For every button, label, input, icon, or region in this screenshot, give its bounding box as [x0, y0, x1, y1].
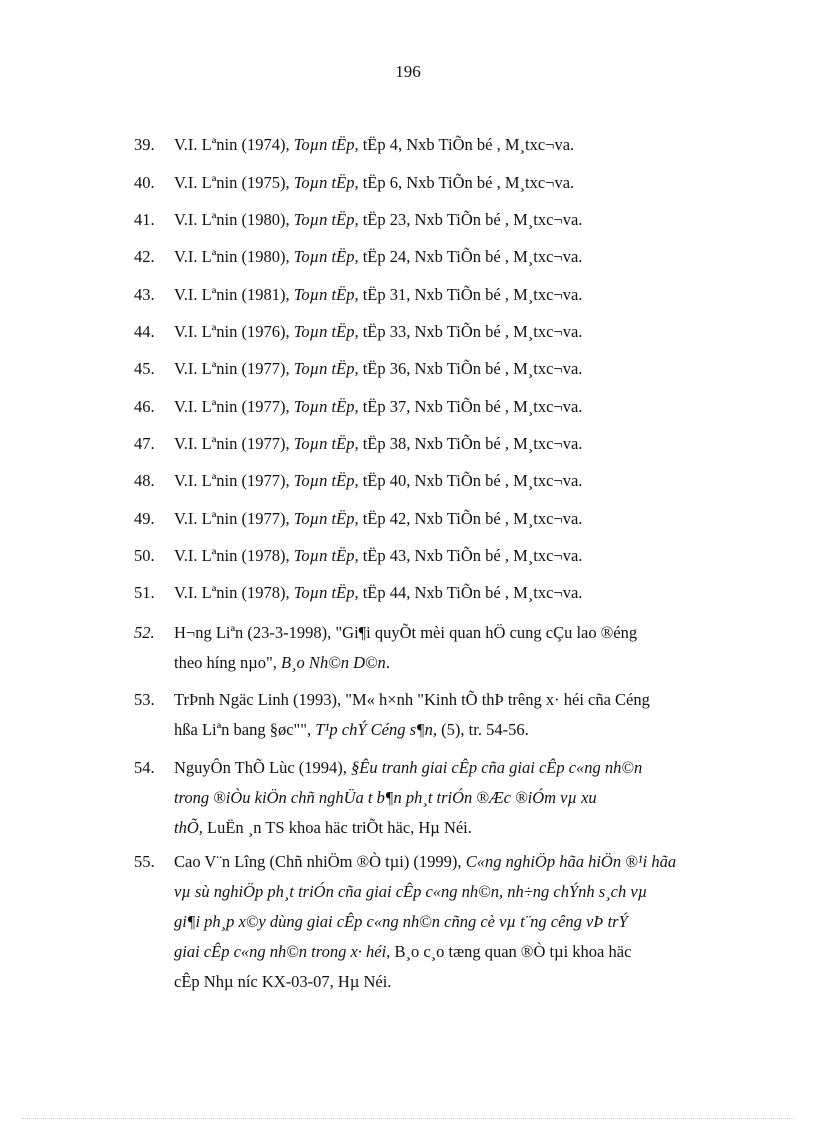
ref-number: 47.: [134, 434, 155, 453]
ref-author: V.I. Lªnin (1977),: [174, 509, 294, 528]
ref-text: theo híng nµo",: [174, 653, 281, 672]
ref-publisher: tËp 31, Nxb TiÕn bé , M¸txc¬va.: [358, 285, 583, 304]
ref-title: Toµn tËp,: [293, 247, 359, 266]
ref-line: H¬ng Liªn (23-3-1998), "Gi¶i quyÕt mèi quan hÖ cung cÇu lao ®éng: [174, 623, 638, 642]
ref-author: V.I. Lªnin (1978),: [174, 546, 294, 565]
ref-title: C«ng nghiÖp hãa hiÖn ®¹i hãa: [465, 852, 677, 871]
ref-publisher: tËp 38, Nxb TiÕn bé , M¸txc¬va.: [358, 434, 583, 453]
ref-title: Toµn tËp,: [293, 434, 359, 453]
reference-39: [134, 130, 744, 160]
ref-title-cont: vµ sù nghiÖp ph¸t triÓn cña giai cÊp c«ng nh©n, nh÷ng chÝnh s¸ch vµ: [174, 882, 648, 901]
ref-title: Toµn tËp,: [293, 509, 359, 528]
ref-author: V.I. Lªnin (1977),: [174, 471, 294, 490]
ref-number: 54.: [134, 758, 155, 777]
reference-53: [134, 685, 744, 745]
ref-number: 48.: [134, 471, 155, 490]
ref-number: 40.: [134, 173, 155, 192]
ref-number: 52.: [134, 623, 155, 642]
reference-46: [134, 392, 744, 422]
ref-author: V.I. Lªnin (1977),: [174, 359, 294, 378]
reference-50: [134, 541, 744, 571]
ref-number: 42.: [134, 247, 155, 266]
ref-number: 51.: [134, 583, 155, 602]
ref-line: TrÞnh Ngäc Linh (1993), "M« h×nh "Kinh tÕ thÞ trêng x· héi cña Céng: [174, 690, 650, 709]
ref-publisher: tËp 33, Nxb TiÕn bé , M¸txc¬va.: [358, 322, 583, 341]
ref-title: Toµn tËp,: [293, 285, 359, 304]
ref-author: V.I. Lªnin (1975),: [174, 173, 294, 192]
ref-title: giai cÊp c«ng nh©n trong x· héi,: [174, 942, 391, 961]
ref-author: V.I. Lªnin (1977),: [174, 434, 294, 453]
ref-title: Toµn tËp,: [293, 173, 359, 192]
ref-publisher: tËp 42, Nxb TiÕn bé , M¸txc¬va.: [358, 509, 583, 528]
reference-42: [134, 242, 744, 272]
ref-title: Toµn tËp,: [293, 359, 359, 378]
ref-author: V.I. Lªnin (1974),: [174, 135, 294, 154]
ref-continuation: [134, 937, 744, 967]
ref-text: hßa Liªn bang §øc"",: [174, 720, 316, 739]
ref-number: 45.: [134, 359, 155, 378]
ref-author: V.I. Lªnin (1980),: [174, 210, 294, 229]
ref-title: Toµn tËp,: [293, 583, 359, 602]
ref-author: V.I. Lªnin (1981),: [174, 285, 294, 304]
ref-text: .: [385, 653, 390, 672]
reference-44: [134, 317, 744, 347]
ref-author: Cao V¨n Lîng (Chñ nhiÖm ®Ò tµi) (1999),: [174, 852, 466, 871]
ref-text: (5), tr. 54-56.: [437, 720, 529, 739]
ref-author: V.I. Lªnin (1977),: [174, 397, 294, 416]
ref-publisher: tËp 44, Nxb TiÕn bé , M¸txc¬va.: [358, 583, 583, 602]
ref-publisher: tËp 43, Nxb TiÕn bé , M¸txc¬va.: [358, 546, 583, 565]
ref-title: thÕ,: [174, 818, 203, 837]
ref-title-cont: trong ®iÒu kiÖn chñ nghÜa t b¶n ph¸t triÓn ®Æc ®iÓm vµ xu: [174, 788, 597, 807]
ref-title: Toµn tËp,: [293, 135, 359, 154]
ref-number: 43.: [134, 285, 155, 304]
ref-text: B¸o c¸o tæng quan ®Ò tµi khoa häc: [390, 942, 632, 961]
ref-number: 53.: [134, 690, 155, 709]
ref-number: 50.: [134, 546, 155, 565]
reference-43: [134, 280, 744, 310]
ref-title: Toµn tËp,: [293, 322, 359, 341]
ref-source: T¹p chÝ Céng s¶n,: [315, 720, 438, 739]
ref-text: LuËn ¸n TS khoa häc triÕt häc, Hµ Néi.: [202, 818, 472, 837]
ref-title: Toµn tËp,: [293, 397, 359, 416]
reference-45: [134, 354, 744, 384]
ref-number: 41.: [134, 210, 155, 229]
ref-title: Toµn tËp,: [293, 210, 359, 229]
ref-continuation: [134, 813, 744, 843]
reference-51: [134, 578, 744, 608]
ref-publisher: tËp 23, Nxb TiÕn bé , M¸txc¬va.: [358, 210, 583, 229]
ref-number: 39.: [134, 135, 155, 154]
ref-author: V.I. Lªnin (1976),: [174, 322, 294, 341]
ref-source: B¸o Nh©n D©n: [280, 653, 386, 672]
ref-number: 55.: [134, 852, 155, 871]
ref-publisher: tËp 37, Nxb TiÕn bé , M¸txc¬va.: [358, 397, 583, 416]
reference-40: [134, 168, 744, 198]
ref-number: 49.: [134, 509, 155, 528]
reference-52: [134, 618, 744, 678]
ref-publisher: tËp 4, Nxb TiÕn bé , M¸txc¬va.: [358, 135, 575, 154]
reference-47: [134, 429, 744, 459]
ref-publisher: tËp 40, Nxb TiÕn bé , M¸txc¬va.: [358, 471, 583, 490]
ref-continuation: [134, 648, 744, 678]
ref-title: §Êu tranh giai cÊp cña giai cÊp c«ng nh©n: [351, 758, 643, 777]
ref-author: NguyÔn ThÕ Lùc (1994),: [174, 758, 352, 777]
page-number: 196: [395, 62, 421, 81]
ref-title: Toµn tËp,: [293, 546, 359, 565]
ref-publisher: tËp 36, Nxb TiÕn bé , M¸txc¬va.: [358, 359, 583, 378]
ref-publisher: tËp 6, Nxb TiÕn bé , M¸txc¬va.: [358, 173, 575, 192]
ref-author: V.I. Lªnin (1978),: [174, 583, 294, 602]
reference-48: [134, 466, 744, 496]
ref-number: 44.: [134, 322, 155, 341]
reference-41: [134, 205, 744, 235]
ref-text: cÊp Nhµ níc KX-03-07, Hµ Néi.: [174, 972, 392, 991]
reference-54: [134, 753, 744, 843]
ref-continuation: [134, 715, 744, 745]
ref-publisher: tËp 24, Nxb TiÕn bé , M¸txc¬va.: [358, 247, 583, 266]
reference-49: [134, 504, 744, 534]
ref-title: Toµn tËp,: [293, 471, 359, 490]
ref-title-cont: gi¶i ph¸p x©y dùng giai cÊp c«ng nh©n cñng cè vµ t¨ng cêng vÞ trÝ: [174, 912, 628, 931]
reference-55: [134, 847, 744, 997]
ref-number: 46.: [134, 397, 155, 416]
ref-author: V.I. Lªnin (1980),: [174, 247, 294, 266]
page-bottom-divider: [22, 1118, 794, 1119]
